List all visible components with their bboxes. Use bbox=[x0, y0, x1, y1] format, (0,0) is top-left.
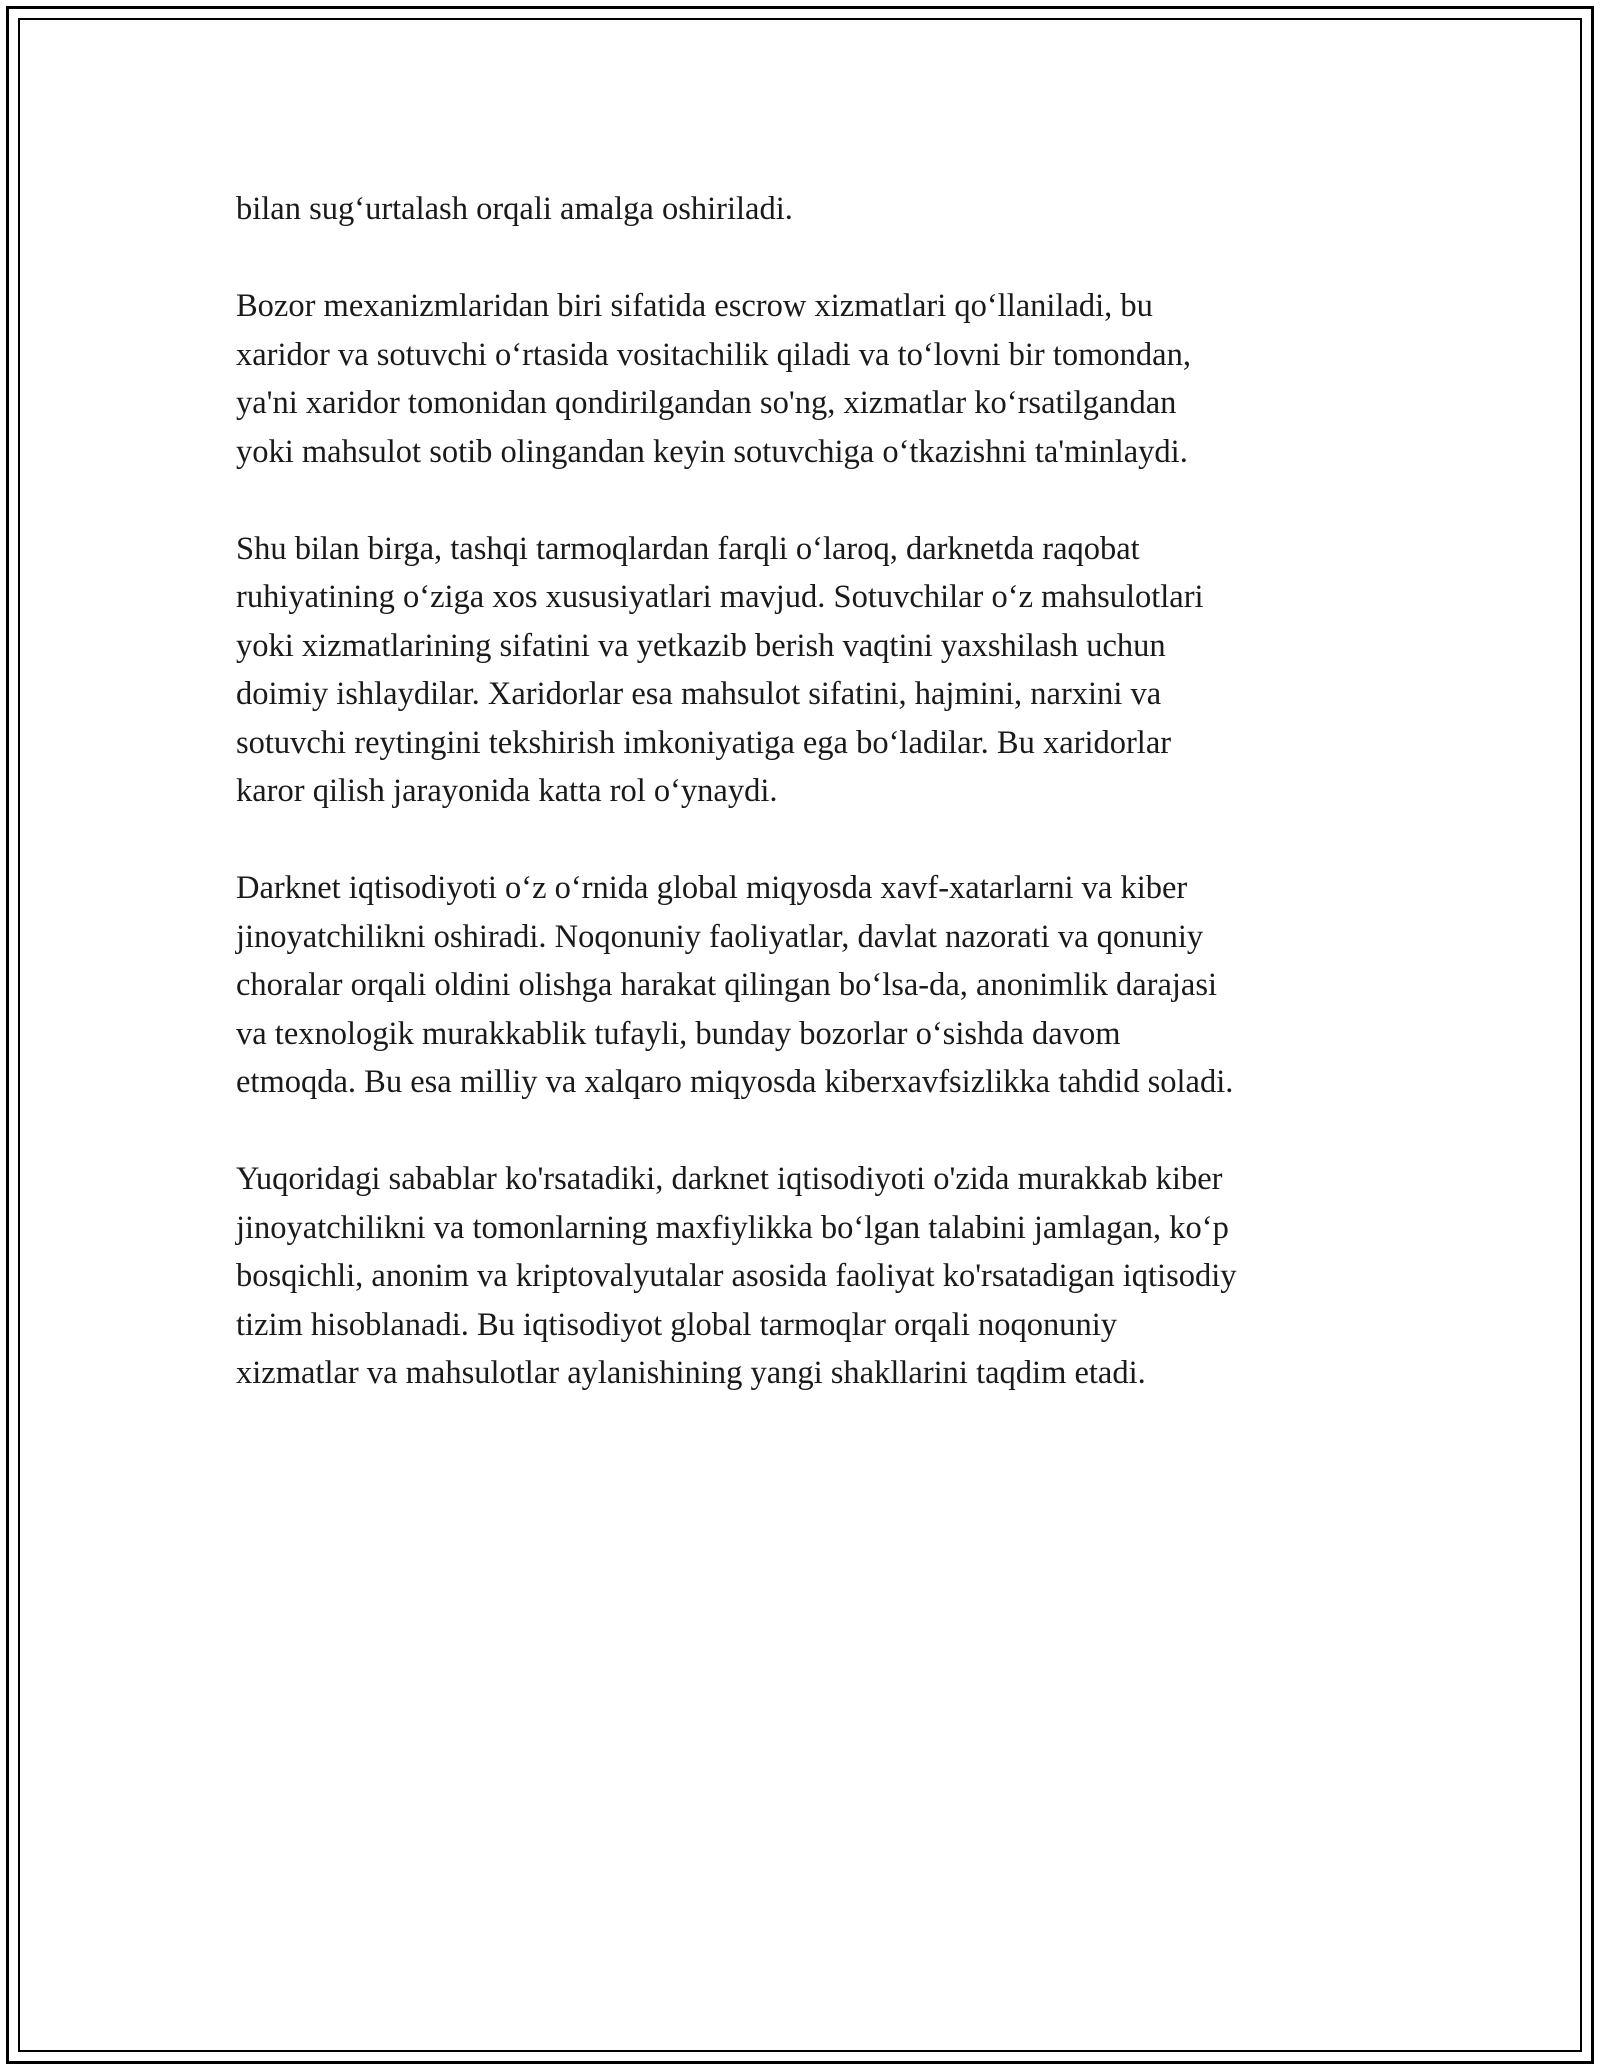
text-line: sotuvchi reytingini tekshirish imkoniyatiga ega bo‘ladilar. Bu xaridorlar bbox=[236, 724, 1172, 761]
text-line: etmoqda. Bu esa milliy va xalqaro miqyosda kiberxavfsizlikka tahdid soladi. bbox=[236, 1064, 1234, 1100]
text-line: Yuqoridagi sabablar ko'rsatadiki, darknet iqtisodiyoti o'zida murakkab kiber bbox=[236, 1161, 1223, 1197]
text-line: choralar orqali oldini olishga harakat qilingan bo‘lsa-da, anonimlik darajasi bbox=[236, 967, 1218, 1003]
text-line: jinoyatchilikni va tomonlarning maxfiylikka bo‘lgan talabini jamlagan, ko‘p bbox=[236, 1209, 1229, 1246]
text-line: Shu bilan birga, tashqi tarmoqlardan farqli o‘laroq, darknetda raqobat bbox=[236, 530, 1140, 567]
text-line: xizmatlar va mahsulotlar aylanishining yangi shakllarini taqdim etadi. bbox=[236, 1355, 1146, 1391]
text-line: Darknet iqtisodiyoti o‘z o‘rnida global miqyosda xavf-xatarlarni va kiber bbox=[236, 870, 1188, 906]
text-line: tizim hisoblanadi. Bu iqtisodiyot global tarmoqlar orqali noqonuniy bbox=[236, 1306, 1118, 1343]
paragraph-2 bbox=[236, 282, 1396, 476]
text-line: bosqichli, anonim va kriptovalyutalar asosida faoliyat ko'rsatadigan iqtisodiy bbox=[236, 1258, 1237, 1294]
paragraph-3 bbox=[236, 525, 1396, 816]
text-line: Bozor mexanizmlaridan biri sifatida escrow xizmatlari qo‘llaniladi, bu bbox=[236, 288, 1153, 324]
text-line: xaridor va sotuvchi o‘rtasida vositachilik qiladi va to‘lovni bir tomondan, bbox=[236, 336, 1191, 373]
text-line: ya'ni xaridor tomonidan qondirilgandan so'ng, xizmatlar ko‘rsatilgandan bbox=[236, 385, 1177, 421]
document-body bbox=[236, 185, 1396, 1446]
text-line: jinoyatchilikni oshiradi. Noqonuniy faoliyatlar, davlat nazorati va qonuniy bbox=[236, 918, 1204, 955]
paragraph-5 bbox=[236, 1155, 1396, 1398]
text-line: ruhiyatining o‘ziga xos xususiyatlari mavjud. Sotuvchilar o‘z mahsulotlari bbox=[236, 579, 1204, 615]
text-line: yoki xizmatlarining sifatini va yetkazib berish vaqtini yaxshilash uchun bbox=[236, 627, 1166, 664]
paragraph-4 bbox=[236, 864, 1396, 1107]
text-line: bilan sug‘urtalash orqali amalga oshiriladi. bbox=[236, 191, 793, 227]
text-line: doimiy ishlaydilar. Xaridorlar esa mahsulot sifatini, hajmini, narxini va bbox=[236, 676, 1162, 712]
text-line: karor qilish jarayonida katta rol o‘ynaydi. bbox=[236, 773, 778, 809]
paragraph-1 bbox=[236, 185, 1396, 234]
text-line: yoki mahsulot sotib olingandan keyin sotuvchiga o‘tkazishni ta'minlaydi. bbox=[236, 433, 1188, 470]
text-line: va texnologik murakkablik tufayli, bunday bozorlar o‘sishda davom bbox=[236, 1015, 1121, 1052]
